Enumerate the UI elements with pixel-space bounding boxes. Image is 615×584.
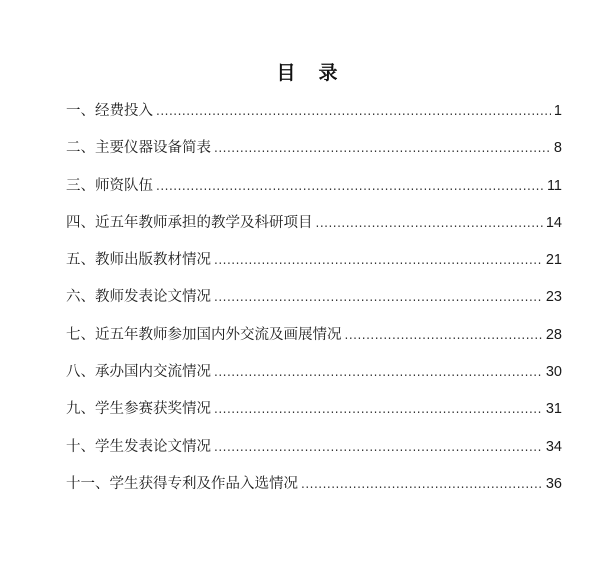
toc-entry-label: 九、学生参赛获奖情况 bbox=[66, 401, 211, 418]
toc-entry-page: 1 bbox=[553, 103, 562, 119]
toc-entry-page: 28 bbox=[545, 326, 562, 343]
toc-dot-leader bbox=[214, 247, 543, 273]
toc-entry-faculty[interactable] bbox=[66, 173, 562, 210]
toc-title-part2: 录 bbox=[318, 62, 339, 84]
toc-title bbox=[0, 60, 615, 86]
toc-entry-funding[interactable] bbox=[66, 98, 562, 135]
toc-entry-student-awards[interactable] bbox=[66, 396, 562, 433]
toc-entry-page: 21 bbox=[545, 252, 562, 269]
toc-dot-leader bbox=[156, 173, 544, 199]
toc-entry-label: 十一、学生获得专利及作品入选情况 bbox=[66, 475, 298, 492]
toc-entry-label: 十、学生发表论文情况 bbox=[66, 438, 211, 455]
toc-entry-label: 五、教师出版教材情况 bbox=[66, 252, 211, 269]
toc-list bbox=[66, 98, 562, 508]
toc-entry-page: 30 bbox=[545, 364, 562, 381]
toc-entry-label: 六、教师发表论文情况 bbox=[66, 289, 211, 306]
toc-dot-leader bbox=[214, 135, 551, 161]
toc-title-part1: 目 bbox=[276, 62, 297, 84]
toc-entry-page: 34 bbox=[545, 438, 562, 455]
toc-dot-leader bbox=[345, 322, 543, 348]
toc-entry-exchanges[interactable] bbox=[66, 322, 562, 359]
toc-entry-student-papers[interactable] bbox=[66, 434, 562, 471]
toc-entry-page: 8 bbox=[553, 140, 562, 157]
toc-entry-page: 14 bbox=[545, 214, 562, 231]
toc-entry-faculty-papers[interactable] bbox=[66, 284, 562, 321]
toc-entry-page: 36 bbox=[545, 475, 562, 492]
toc-entry-hosted-exchanges[interactable] bbox=[66, 359, 562, 396]
toc-entry-label: 四、近五年教师承担的教学及科研项目 bbox=[66, 214, 313, 231]
toc-dot-leader bbox=[316, 210, 543, 236]
toc-entry-textbooks[interactable] bbox=[66, 247, 562, 284]
toc-dot-leader bbox=[214, 396, 543, 422]
toc-dot-leader bbox=[214, 434, 543, 460]
toc-entry-label: 三、师资队伍 bbox=[66, 177, 153, 194]
toc-entry-page: 23 bbox=[545, 289, 562, 306]
toc-entry-label: 八、承办国内交流情况 bbox=[66, 364, 211, 381]
toc-entry-page: 11 bbox=[546, 177, 562, 194]
toc-entry-page: 31 bbox=[545, 401, 562, 418]
toc-entry-label: 七、近五年教师参加国内外交流及画展情况 bbox=[66, 326, 342, 343]
toc-entry-equipment[interactable] bbox=[66, 135, 562, 172]
toc-dot-leader bbox=[214, 359, 543, 385]
toc-dot-leader bbox=[214, 284, 543, 310]
toc-entry-label: 一、经费投入 bbox=[66, 103, 153, 119]
toc-dot-leader bbox=[301, 471, 543, 497]
toc-entry-projects[interactable] bbox=[66, 210, 562, 247]
toc-dot-leader bbox=[156, 98, 551, 124]
toc-entry-student-patents[interactable] bbox=[66, 471, 562, 508]
toc-entry-label: 二、主要仪器设备简表 bbox=[66, 140, 211, 157]
